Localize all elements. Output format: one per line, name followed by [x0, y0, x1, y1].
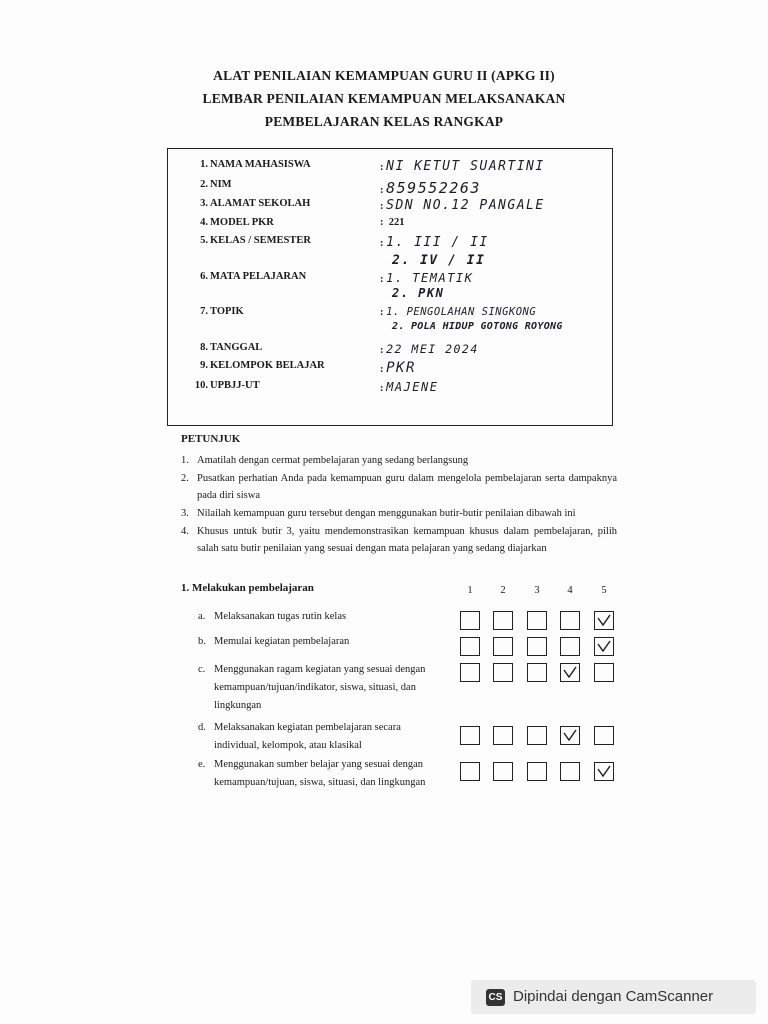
row-number: 6.	[200, 271, 208, 282]
row-value: : MAJENE	[380, 380, 439, 394]
instruction-item: 1. Amatilah dengan cermat pembelajaran yang sedang berlangsung	[181, 455, 469, 466]
camscanner-text: Dipindai dengan CamScanner	[513, 988, 714, 1005]
identity-row-mapel	[168, 267, 614, 287]
camscanner-watermark	[471, 980, 756, 1014]
form-title-line2: LEMBAR PENILAIAN KEMAMPUAN MELAKSANAKAN	[202, 91, 566, 106]
rating-checkbox[interactable]	[527, 726, 547, 745]
identity-row-alamat	[168, 194, 614, 214]
row-label: MATA PELAJARAN	[210, 271, 307, 282]
scale-label: 1	[467, 585, 473, 596]
kelas-line-2: 2. IV / II	[392, 253, 486, 268]
row-number: 5.	[200, 235, 208, 246]
row-label: ALAMAT SEKOLAH	[210, 198, 311, 209]
rating-checkbox[interactable]	[460, 726, 480, 745]
rating-checkbox[interactable]	[493, 726, 513, 745]
rating-checkbox[interactable]	[460, 611, 480, 630]
row-label: NAMA MAHASISWA	[210, 159, 311, 170]
scale-label: 4	[567, 585, 573, 596]
row-label: TANGGAL	[210, 342, 263, 353]
row-value: : 221	[380, 217, 405, 228]
scale-label: 5	[601, 585, 607, 596]
scale-label: 3	[534, 585, 540, 596]
rating-checkbox[interactable]	[560, 762, 580, 781]
rating-checkbox[interactable]	[560, 726, 580, 745]
rating-checkbox[interactable]	[560, 611, 580, 630]
identity-row-kelas	[168, 231, 614, 251]
identity-row-topik	[168, 302, 614, 322]
row-label: NIM	[210, 179, 232, 190]
identity-row-upbjj	[168, 376, 614, 396]
rating-checkbox[interactable]	[594, 637, 614, 656]
row-value: : 22 MEI 2024	[380, 342, 479, 356]
row-label: KELOMPOK BELAJAR	[210, 360, 325, 371]
rating-checkbox[interactable]	[460, 637, 480, 656]
identity-box	[167, 148, 613, 426]
row-label: MODEL PKR	[210, 217, 274, 228]
row-number: 10.	[194, 380, 208, 391]
row-number: 8.	[200, 342, 208, 353]
row-number: 2.	[200, 179, 208, 190]
row-value: : 859552263	[380, 179, 481, 197]
row-number: 3.	[200, 198, 208, 209]
row-label: KELAS / SEMESTER	[210, 235, 311, 246]
row-value: : 1. TEMATIK	[380, 271, 474, 285]
rating-checkbox[interactable]	[560, 663, 580, 682]
scale-label: 2	[500, 585, 506, 596]
petunjuk-heading: PETUNJUK	[181, 433, 241, 445]
camscanner-logo-icon: CS	[486, 989, 505, 1006]
form-title-line3: PEMBELAJARAN KELAS RANGKAP	[264, 114, 504, 129]
row-value: : PKR	[380, 360, 416, 376]
rating-checkbox[interactable]	[527, 611, 547, 630]
rating-checkbox[interactable]	[493, 611, 513, 630]
mapel-line-2: 2. PKN	[392, 286, 445, 300]
check-mark-icon	[597, 614, 611, 627]
rating-checkbox[interactable]	[560, 637, 580, 656]
row-number: 4.	[200, 217, 208, 228]
row-number: 1.	[200, 159, 208, 170]
rating-checkbox[interactable]	[594, 726, 614, 745]
instruction-item: 2. Pusatkan perhatian Anda pada kemampuan guru dalam mengelola pembelajaran serta dampaknya pada diri siswa	[181, 473, 617, 501]
check-mark-icon	[597, 765, 611, 778]
identity-row-model	[168, 213, 614, 233]
row-label: UPBJJ-UT	[210, 380, 260, 391]
rating-checkbox[interactable]	[594, 611, 614, 630]
check-mark-icon	[597, 640, 611, 653]
rating-checkbox[interactable]	[493, 762, 513, 781]
section-heading: 1. Melakukan pembelajaran	[181, 582, 314, 594]
rating-checkbox[interactable]	[527, 637, 547, 656]
rating-checkbox[interactable]	[493, 663, 513, 682]
row-value: : NI KETUT SUARTINI	[380, 159, 545, 174]
check-mark-icon	[563, 666, 577, 679]
rating-checkbox[interactable]	[527, 663, 547, 682]
check-mark-icon	[563, 729, 577, 742]
rating-checkbox[interactable]	[460, 663, 480, 682]
topik-line-2: 2. POLA HIDUP GOTONG ROYONG	[392, 321, 563, 332]
identity-row-nim	[168, 175, 614, 195]
row-number: 7.	[200, 306, 208, 317]
form-title-line1: ALAT PENILAIAN KEMAMPUAN GURU II (APKG II)	[213, 68, 555, 83]
row-value: : SDN NO.12 PANGALE	[380, 198, 545, 213]
rating-checkbox[interactable]	[527, 762, 547, 781]
rating-checkbox[interactable]	[594, 762, 614, 781]
row-value: : 1. PENGOLAHAN SINGKONG	[380, 306, 537, 318]
row-label: TOPIK	[210, 306, 244, 317]
rating-checkbox[interactable]	[594, 663, 614, 682]
rating-checkbox[interactable]	[460, 762, 480, 781]
identity-row-kelompok	[168, 356, 614, 376]
row-value: : 1. III / II	[380, 235, 489, 250]
identity-row-nama	[168, 155, 614, 175]
row-number: 9.	[200, 360, 208, 371]
identity-row-tanggal	[168, 338, 614, 358]
instruction-item: 4. Khusus untuk butir 3, yaitu mendemonstrasikan kemampuan khusus dalam pembelajaran, pilih salah satu butir penilaian yang sesuai dengan mata pelajaran yang sedang diajarkan	[181, 526, 617, 554]
instruction-item: 3. Nilailah kemampuan guru tersebut dengan menggunakan butir-butir penilaian dibawah ini	[181, 508, 576, 519]
rating-checkbox[interactable]	[493, 637, 513, 656]
